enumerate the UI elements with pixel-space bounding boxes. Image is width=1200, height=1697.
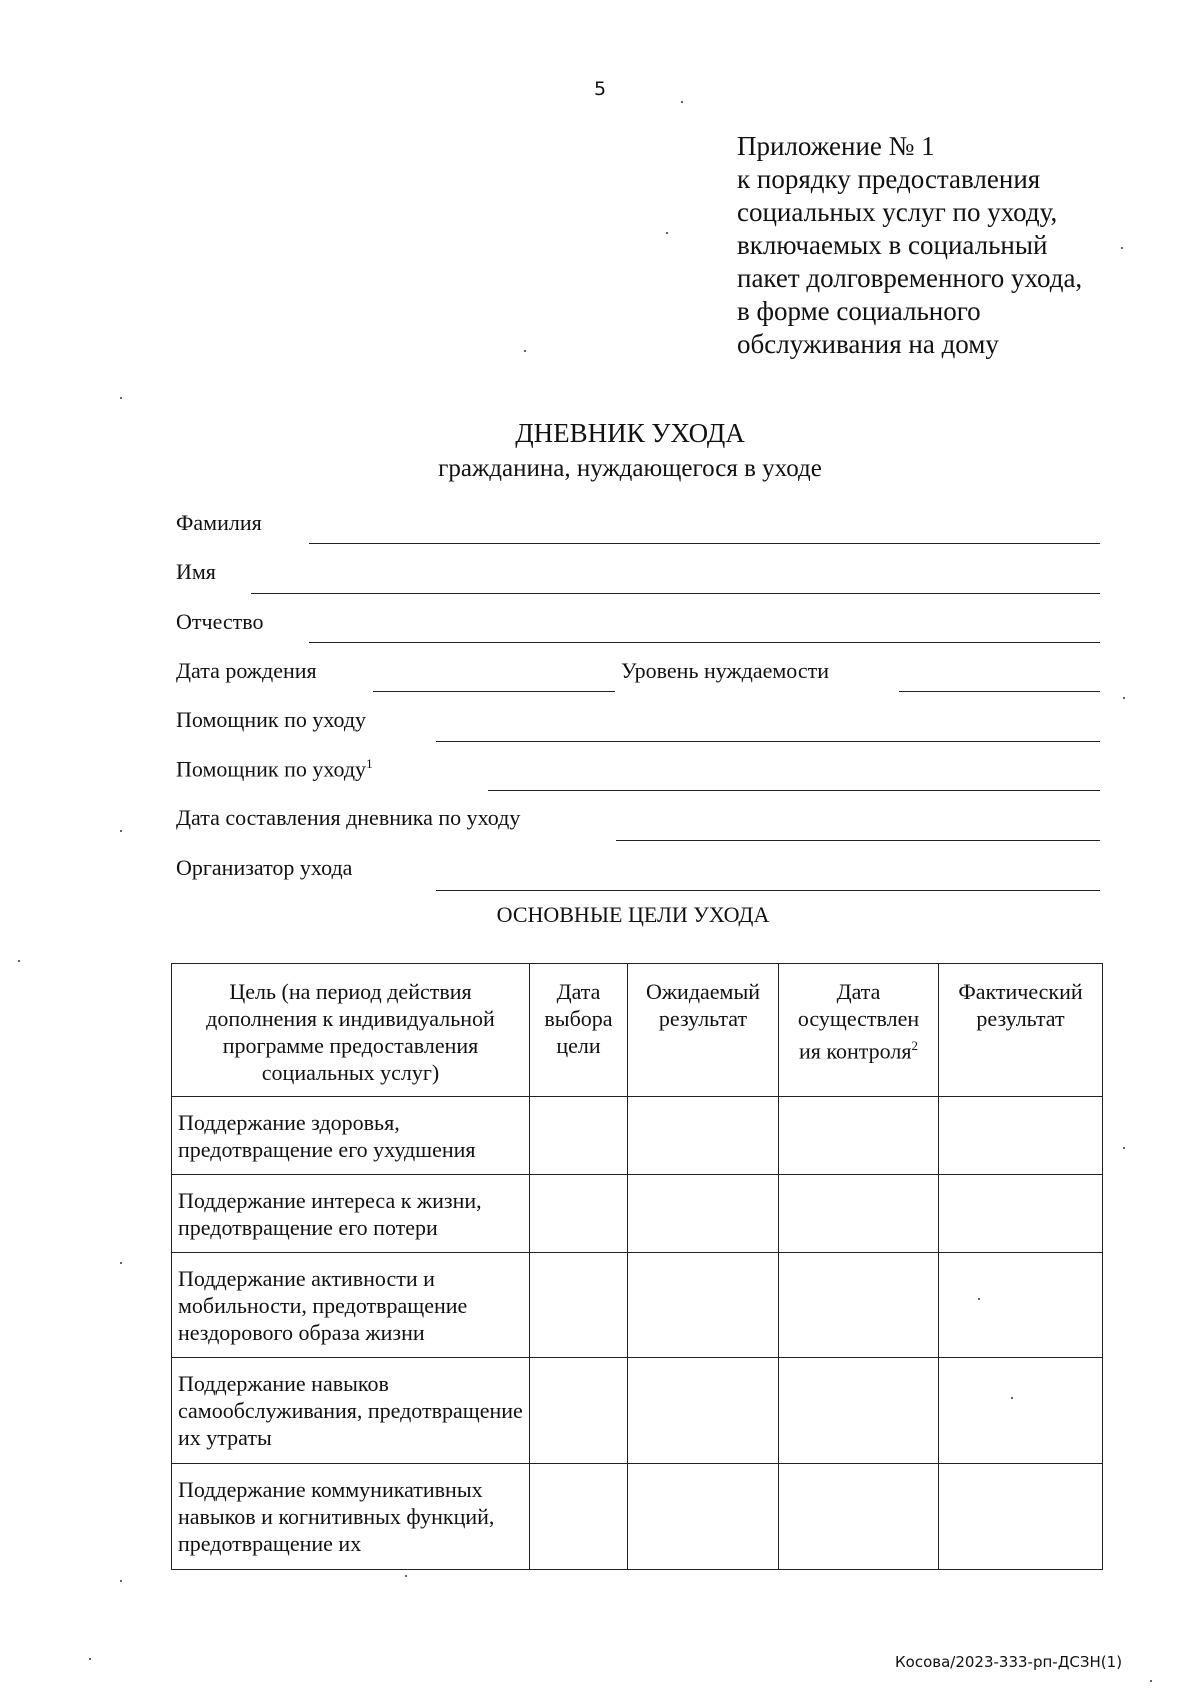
- expected-result-cell[interactable]: [628, 1097, 779, 1175]
- scan-speck: [120, 1262, 122, 1264]
- footnote-marker: 2: [911, 1038, 918, 1053]
- diary-date-field[interactable]: [616, 840, 1100, 841]
- need-level-field[interactable]: [899, 691, 1100, 692]
- surname-field[interactable]: [309, 543, 1100, 544]
- header-control-date-text: Дата осуществлен ия контроля: [797, 979, 920, 1064]
- goal-cell: Поддержание интереса к жизни, предотвращение его потери: [172, 1175, 530, 1253]
- table-row: [172, 1097, 1103, 1175]
- document-footer-code: Косова/2023-333-рп-ДСЗН(1): [895, 1653, 1123, 1671]
- appendix-line: обслуживания на дому: [737, 329, 999, 359]
- appendix-line: в форме социального: [737, 296, 981, 326]
- goal-cell: Поддержание активности и мобильности, предотвращение нездорового образа жизни: [172, 1253, 530, 1358]
- patronymic-label: Отчество: [176, 609, 264, 634]
- need-level-label: Уровень нуждаемости: [621, 658, 830, 683]
- footnote-marker: 1: [366, 756, 373, 771]
- scan-speck: [1011, 1397, 1013, 1399]
- scan-speck: [1150, 1680, 1152, 1682]
- expected-result-cell[interactable]: [628, 1253, 779, 1358]
- scan-speck: [120, 830, 122, 832]
- header-choice-date: Дата выбора цели: [530, 964, 628, 1097]
- header-goal: Цель (на период действия дополнения к индивидуальной программе предоставления социальных услуг): [172, 964, 530, 1097]
- scan-speck: [89, 1658, 91, 1660]
- name-field[interactable]: [251, 593, 1100, 594]
- birth-date-field[interactable]: [373, 691, 615, 692]
- diary-date-label: Дата составления дневника по уходу: [176, 805, 521, 830]
- control-date-cell[interactable]: [779, 1464, 939, 1570]
- name-label: Имя: [176, 559, 216, 584]
- table-row: [172, 1175, 1103, 1253]
- care-assistant-2-field[interactable]: [488, 790, 1100, 791]
- choice-date-cell[interactable]: [530, 1175, 628, 1253]
- care-organizer-field[interactable]: [436, 890, 1100, 891]
- section-title: ОСНОВНЫЕ ЦЕЛИ УХОДА: [496, 902, 770, 927]
- control-date-cell[interactable]: [779, 1175, 939, 1253]
- control-date-cell[interactable]: [779, 1097, 939, 1175]
- scan-speck: [666, 232, 668, 234]
- goals-table: [171, 963, 1103, 1570]
- header-expected-result: Ожидаемый результат: [628, 964, 779, 1097]
- table-header-row: [172, 964, 1103, 1097]
- actual-result-cell[interactable]: [939, 1358, 1103, 1464]
- scan-speck: [681, 101, 683, 103]
- care-assistant-2-label: [176, 756, 373, 782]
- expected-result-cell[interactable]: [628, 1175, 779, 1253]
- choice-date-cell[interactable]: [530, 1464, 628, 1570]
- scan-speck: [524, 350, 526, 352]
- scan-speck: [978, 1298, 980, 1300]
- table-row: [172, 1464, 1103, 1570]
- actual-result-cell[interactable]: [939, 1175, 1103, 1253]
- page-number: 5: [593, 78, 607, 100]
- appendix-line: социальных услуг по уходу,: [737, 197, 1058, 227]
- goal-cell: Поддержание навыков самообслуживания, предотвращение их утраты: [172, 1358, 530, 1464]
- goal-cell: Поддержание здоровья, предотвращение его ухудшения: [172, 1097, 530, 1175]
- appendix-line: включаемых в социальный: [737, 230, 1048, 260]
- expected-result-cell[interactable]: [628, 1358, 779, 1464]
- header-actual-result: Фактический результат: [939, 964, 1103, 1097]
- scan-speck: [18, 960, 20, 962]
- scan-speck: [1123, 697, 1125, 699]
- appendix-line: пакет долговременного ухода,: [737, 263, 1083, 293]
- appendix-line: Приложение № 1: [737, 131, 935, 161]
- care-assistant-field[interactable]: [436, 741, 1100, 742]
- scan-speck: [405, 1575, 407, 1577]
- document-subtitle: гражданина, нуждающегося в уходе: [438, 455, 822, 482]
- table-row: [172, 1358, 1103, 1464]
- care-assistant-2-text: Помощник по уходу: [176, 756, 367, 782]
- control-date-cell[interactable]: [779, 1253, 939, 1358]
- scan-speck: [120, 1580, 122, 1582]
- appendix-header: [737, 130, 1082, 361]
- care-assistant-label: Помощник по уходу: [176, 707, 367, 732]
- actual-result-cell[interactable]: [939, 1097, 1103, 1175]
- surname-label: Фамилия: [176, 510, 262, 535]
- goal-cell: Поддержание коммуникативных навыков и когнитивных функций, предотвращение их: [172, 1464, 530, 1570]
- choice-date-cell[interactable]: [530, 1253, 628, 1358]
- patronymic-field[interactable]: [309, 642, 1100, 643]
- scan-speck: [1121, 247, 1123, 249]
- control-date-cell[interactable]: [779, 1358, 939, 1464]
- header-control-date: [779, 964, 939, 1097]
- document-title: ДНЕВНИК УХОДА: [515, 418, 745, 448]
- actual-result-cell[interactable]: [939, 1464, 1103, 1570]
- choice-date-cell[interactable]: [530, 1358, 628, 1464]
- table-row: [172, 1253, 1103, 1358]
- care-organizer-label: Организатор ухода: [176, 855, 353, 880]
- scan-speck: [120, 397, 122, 399]
- choice-date-cell[interactable]: [530, 1097, 628, 1175]
- birth-date-label: Дата рождения: [176, 658, 317, 683]
- scan-speck: [1123, 1147, 1125, 1149]
- actual-result-cell[interactable]: [939, 1253, 1103, 1358]
- expected-result-cell[interactable]: [628, 1464, 779, 1570]
- appendix-line: к порядку предоставления: [737, 164, 1041, 194]
